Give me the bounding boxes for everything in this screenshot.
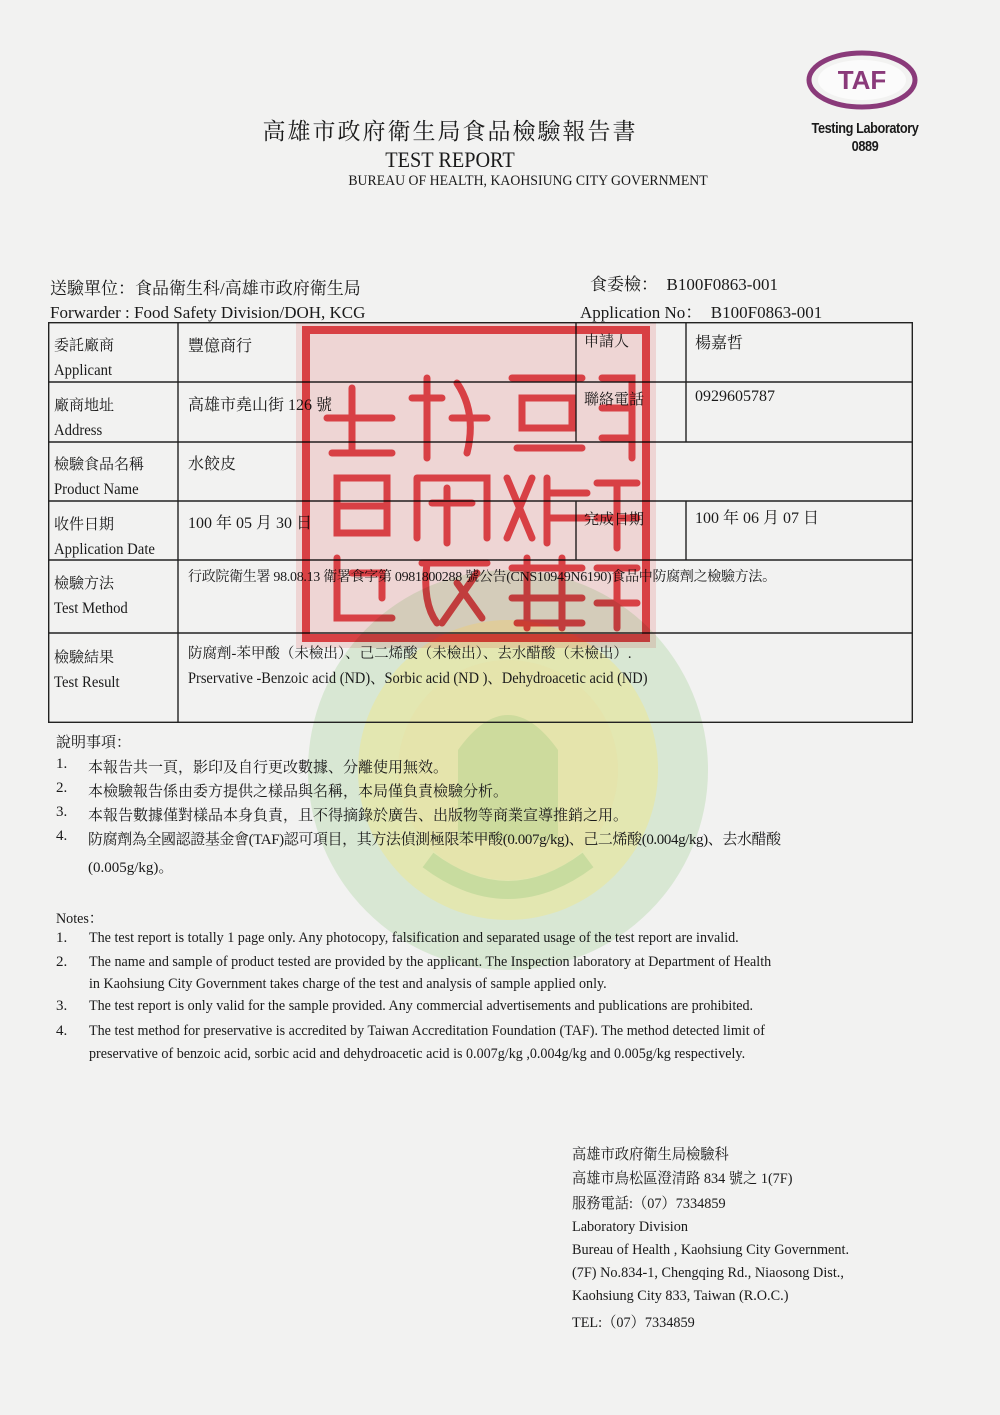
- application-value-zh: B100F0863-001: [666, 275, 778, 294]
- notes-zh-item-4-line-2: (0.005g/kg)。: [88, 860, 174, 876]
- test-result-label-en: Test Result: [54, 674, 120, 691]
- requester-label: 申請人: [584, 334, 630, 350]
- report-title-zh: 高雄市政府衛生局食品檢驗報告書: [262, 119, 638, 144]
- office-name-zh: 高雄市政府衛生局檢驗科: [572, 1147, 729, 1163]
- taf-logo: [806, 50, 918, 110]
- report-title-en: TEST REPORT: [385, 147, 515, 172]
- applicant-label-zh: 委託廠商: [54, 338, 115, 354]
- test-method-label-en: Test Method: [54, 600, 128, 617]
- receipt-date-value: 100 年 05 月 30 日: [188, 515, 313, 532]
- product-label-zh: 檢驗食品名稱: [54, 457, 145, 473]
- receipt-date-label-zh: 收件日期: [54, 517, 115, 533]
- office-name-en: Laboratory Division: [572, 1219, 688, 1235]
- notes-en-num-3: 3.: [56, 998, 68, 1014]
- notes-en-item-3: The test report is only valid for the sample provided. Any commercial advertisements and publications are prohibited.: [89, 998, 754, 1014]
- forwarder-zh: 送驗單位：食品衛生科/高雄市政府衛生局: [50, 279, 361, 298]
- test-result-value-en: Prservative -Benzoic acid (ND)、Sorbic acid (ND )、Dehydroacetic acid (ND): [188, 670, 648, 687]
- address-value: 高雄市堯山街 126 號: [188, 397, 333, 414]
- notes-zh-num-4: 4.: [56, 828, 68, 844]
- notes-en-num-1: 1.: [56, 930, 68, 946]
- receipt-date-label-en: Application Date: [54, 541, 155, 558]
- notes-zh-num-3: 3.: [56, 804, 68, 820]
- application-no-zh: [590, 270, 778, 295]
- product-value: 水餃皮: [188, 456, 237, 473]
- requester-value: 楊嘉哲: [695, 335, 744, 352]
- lab-label-text: Testing Laboratory: [811, 120, 919, 137]
- office-bureau-en: Bureau of Health , Kaohsiung City Government.: [572, 1242, 850, 1258]
- notes-en-num-2: 2.: [56, 954, 68, 970]
- lab-number: 0889: [851, 138, 879, 155]
- notes-en-item-1: The test report is totally 1 page only. Any photocopy, falsification and separated usage of the test report are invalid.: [89, 930, 739, 946]
- product-label-en: Product Name: [54, 481, 139, 498]
- address-label-en: Address: [54, 422, 103, 439]
- phone-value: 0929605787: [695, 388, 775, 405]
- notes-zh-item-4-line-1: 防腐劑為全國認證基金會(TAF)認可項目，其方法偵測極限苯甲酸(0.007g/kg)、己二烯酸(0.004g/kg)、去水醋酸: [88, 832, 781, 848]
- bureau-name: BUREAU OF HEALTH, KAOHSIUNG CITY GOVERNMENT: [348, 173, 708, 189]
- forwarder-en: Forwarder : Food Safety Division/DOH, KCG: [50, 303, 366, 322]
- notes-zh-item-2: 本檢驗報告係由委方提供之樣品與名稱，本局僅負責檢驗分析。: [88, 784, 509, 800]
- office-phone-en: TEL:（07）7334859: [572, 1315, 695, 1331]
- notes-en-item-2-line-2: in Kaohsiung City Government takes charge of the test and analysis of sample applied only.: [89, 976, 607, 992]
- application-label-en: Application No：: [580, 303, 703, 322]
- notes-en-item-4-line-2: preservative of benzoic acid, sorbic acid and dehydroacetic acid is 0.007g/kg ,0.004g/kg and 0.005g/kg respectively.: [89, 1046, 746, 1062]
- official-red-seal: [292, 318, 660, 652]
- applicant-value: 豐億商行: [188, 338, 253, 355]
- notes-zh-num-1: 1.: [56, 756, 68, 772]
- notes-zh-heading: 說明事項：: [56, 735, 132, 751]
- notes-zh-item-3: 本報告數據僅對樣品本身負責，且不得摘錄於廣告、出版物等商業宣導推銷之用。: [88, 808, 629, 824]
- address-label-zh: 廠商地址: [54, 398, 115, 414]
- test-result-value-zh: 防腐劑-苯甲酸（未檢出）、己二烯酸（未檢出）、去水醋酸（未檢出）.: [188, 646, 632, 662]
- notes-zh-num-2: 2.: [56, 780, 68, 796]
- office-address-en-1: (7F) No.834-1, Chengqing Rd., Niaosong Dist.,: [572, 1265, 844, 1281]
- notes-zh-item-1: 本報告共一頁，影印及自行更改數據、分離使用無效。: [88, 760, 449, 776]
- notes-en-item-2-line-1: The name and sample of product tested are provided by the applicant. The Inspection laboratory at Department of Health: [89, 954, 772, 970]
- test-method-value: 行政院衛生署 98.08.13 衛署食字第 0981800288 號公告(CNS10949N6190)食品中防腐劑之檢驗方法。: [188, 570, 776, 585]
- office-address-en-2: Kaohsiung City 833, Taiwan (R.O.C.): [572, 1288, 789, 1304]
- applicant-label-en: Applicant: [54, 362, 113, 379]
- test-method-label-zh: 檢驗方法: [54, 576, 115, 592]
- notes-en-item-4-line-1: The test method for preservative is accredited by Taiwan Accreditation Foundation (TAF). The method detected limit of: [89, 1023, 765, 1039]
- office-address-zh: 高雄市鳥松區澄清路 834 號之 1(7F): [572, 1171, 793, 1187]
- completion-date-value: 100 年 06 月 07 日: [695, 510, 820, 527]
- test-result-label-zh: 檢驗結果: [54, 650, 115, 666]
- office-phone-zh: 服務電話:（07）7334859: [572, 1196, 726, 1212]
- notes-en-num-4: 4.: [56, 1023, 68, 1039]
- application-label-zh: 食委檢：: [590, 275, 658, 294]
- notes-en-heading: Notes：: [56, 911, 103, 927]
- completion-date-label: 完成日期: [584, 512, 645, 528]
- phone-label: 聯絡電話: [584, 392, 645, 408]
- application-value-en: B100F0863-001: [710, 303, 823, 322]
- taf-logo-text: TAF: [837, 65, 887, 95]
